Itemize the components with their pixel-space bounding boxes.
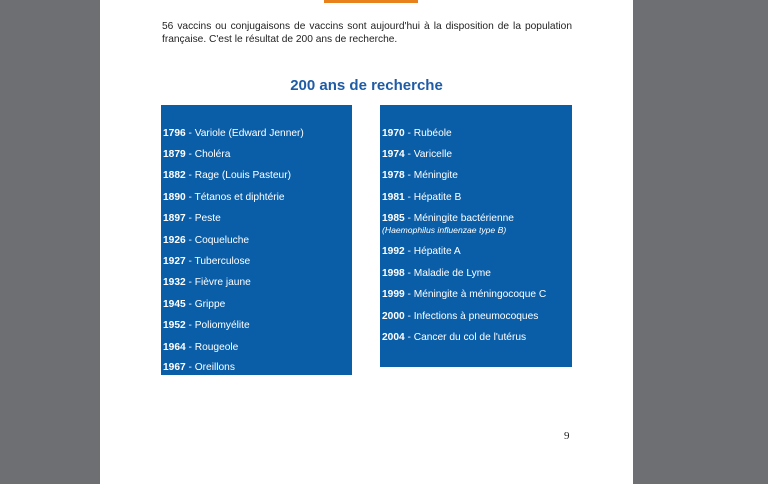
entry-label: - Rougeole [185, 342, 239, 353]
entry-year: 1879 [163, 149, 186, 160]
entry-year: 1974 [382, 149, 405, 160]
list-item [382, 311, 538, 323]
entry-label: - Coqueluche [185, 235, 250, 246]
list-item [163, 213, 221, 225]
timeline-panel-left [161, 105, 352, 375]
entry-label: - Varicelle [404, 149, 453, 160]
list-item [163, 320, 250, 332]
list-item [382, 149, 452, 161]
header-accent-bar [324, 0, 418, 3]
entry-year: 2000 [382, 311, 405, 322]
entry-label: - Tétanos et diphtérie [185, 192, 285, 203]
list-item [382, 268, 491, 280]
entry-year: 1964 [163, 342, 186, 353]
entry-year: 1981 [382, 192, 405, 203]
entry-label: - Variole (Edward Jenner) [185, 128, 304, 139]
entry-label: - Méningite bactérienne [404, 213, 514, 224]
list-item [382, 192, 461, 204]
entry-label: - Fièvre jaune [185, 277, 251, 288]
list-item [382, 128, 452, 140]
list-item [163, 342, 238, 354]
list-item [163, 277, 251, 289]
list-item [382, 289, 546, 301]
entry-label: - Cancer du col de l'utérus [404, 332, 527, 343]
entry-year: 1890 [163, 192, 186, 203]
intro-paragraph: 56 vaccins ou conjugaisons de vaccins sont aujourd'hui à la disposition de la population française. C'est le résultat de 200 ans de recherche. [162, 21, 572, 45]
list-item [163, 362, 235, 374]
list-item [163, 235, 249, 247]
entry-year: 1952 [163, 320, 186, 331]
entry-year: 2004 [382, 332, 405, 343]
entry-year: 1970 [382, 128, 405, 139]
entry-year: 1796 [163, 128, 186, 139]
section-heading: 200 ans de recherche [290, 77, 443, 94]
list-item [163, 256, 250, 268]
entry-label: - Infections à pneumocoques [404, 311, 539, 322]
entry-label: - Poliomyélite [185, 320, 250, 331]
entry-year: 1967 [163, 362, 186, 373]
entry-label: - Grippe [185, 299, 226, 310]
list-item [382, 332, 526, 344]
entry-label: - Rage (Louis Pasteur) [185, 170, 291, 181]
list-item [163, 170, 291, 182]
list-item [382, 170, 458, 182]
entry-year: 1999 [382, 289, 405, 300]
entry-year: 1985 [382, 213, 405, 224]
page-number: 9 [564, 430, 570, 442]
list-item [382, 246, 461, 258]
list-item [163, 149, 230, 161]
list-item [163, 192, 285, 204]
entry-year: 1992 [382, 246, 405, 257]
timeline-panel-right [380, 105, 572, 367]
entry-label: - Hépatite A [404, 246, 461, 257]
entry-label: - Hépatite B [404, 192, 462, 203]
list-item [163, 299, 225, 311]
entry-label: - Méningite [404, 170, 458, 181]
entry-year: 1945 [163, 299, 186, 310]
document-page [100, 0, 633, 484]
entry-note: (Haemophilus influenzae type B) [382, 225, 507, 235]
entry-label: - Maladie de Lyme [404, 268, 491, 279]
entry-year: 1882 [163, 170, 186, 181]
list-item [382, 213, 514, 235]
entry-year: 1998 [382, 268, 405, 279]
entry-label: - Tuberculose [185, 256, 251, 267]
entry-year: 1927 [163, 256, 186, 267]
entry-label: - Méningite à méningocoque C [404, 289, 547, 300]
entry-label: - Choléra [185, 149, 231, 160]
entry-year: 1932 [163, 277, 186, 288]
entry-label: - Oreillons [185, 362, 235, 373]
entry-year: 1897 [163, 213, 186, 224]
entry-label: - Peste [185, 213, 221, 224]
entry-year: 1978 [382, 170, 405, 181]
list-item [163, 128, 304, 140]
entry-label: - Rubéole [404, 128, 452, 139]
entry-year: 1926 [163, 235, 186, 246]
